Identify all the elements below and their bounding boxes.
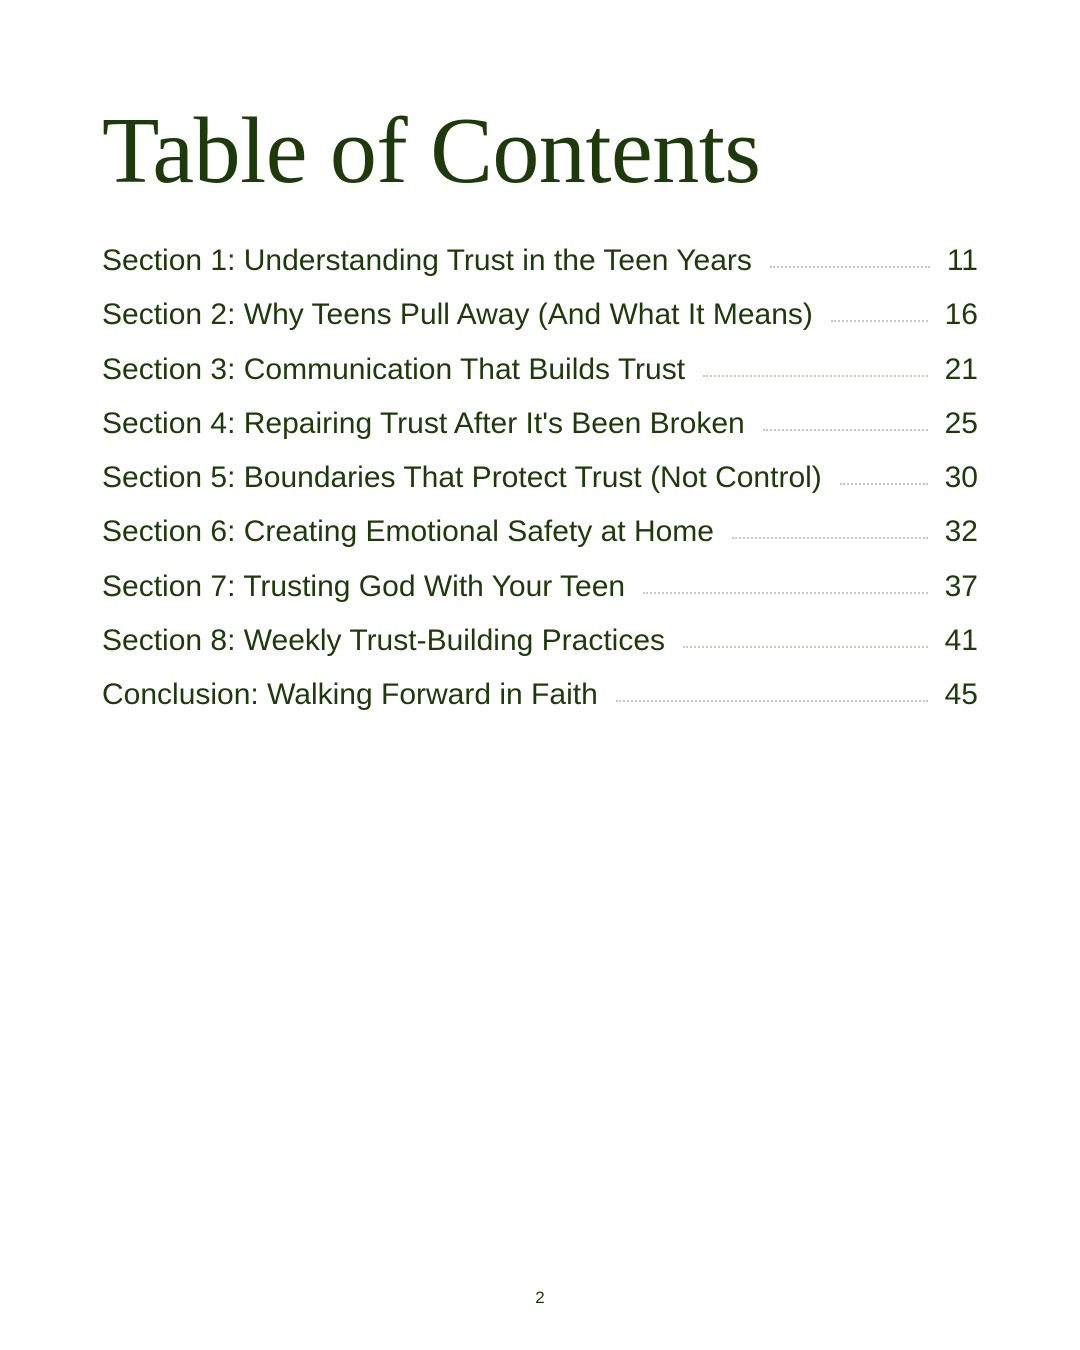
dot-leader [840, 483, 928, 485]
toc-entry[interactable] [102, 614, 978, 668]
toc-entry-label: Section 2: Why Teens Pull Away (And What It Means) [102, 298, 813, 332]
page-title: Table of Contents [102, 99, 761, 203]
dot-leader [831, 320, 928, 322]
toc-entry[interactable] [102, 288, 978, 342]
dot-leader [703, 375, 928, 377]
toc-entry[interactable] [102, 234, 978, 288]
toc-entry[interactable] [102, 397, 978, 451]
toc-entry-page: 25 [944, 406, 978, 440]
toc-entry-page: 37 [944, 569, 978, 603]
toc-entry[interactable] [102, 668, 978, 722]
toc-entry[interactable] [102, 505, 978, 559]
toc-entry-label: Section 1: Understanding Trust in the Teen Years [102, 244, 752, 277]
dot-leader [770, 266, 930, 268]
dot-leader [683, 646, 928, 648]
toc-entry-page: 16 [944, 298, 978, 332]
page-number: 2 [535, 1288, 545, 1307]
toc-entry-label: Section 4: Repairing Trust After It's Been Broken [102, 406, 745, 440]
toc-entry-label: Section 5: Boundaries That Protect Trust (Not Control) [102, 461, 822, 495]
toc-entry-page: 21 [944, 352, 978, 386]
toc-entry-label: Section 8: Weekly Trust-Building Practices [102, 624, 666, 658]
table-of-contents [102, 234, 978, 723]
toc-entry[interactable] [102, 451, 978, 505]
toc-entry[interactable] [102, 343, 978, 397]
toc-entry-page: 45 [944, 678, 978, 712]
toc-entry-label: Conclusion: Walking Forward in Faith [102, 678, 598, 712]
toc-entry-page: 41 [944, 624, 978, 658]
dot-leader [643, 592, 928, 594]
toc-entry-label: Section 3: Communication That Builds Trust [102, 352, 686, 386]
toc-entry-page: 32 [944, 515, 978, 549]
dot-leader [732, 537, 928, 539]
toc-entry-page: 11 [946, 244, 978, 277]
dot-leader [763, 429, 928, 431]
toc-entry-label: Section 6: Creating Emotional Safety at Home [102, 515, 714, 549]
toc-entry[interactable] [102, 560, 978, 614]
toc-entry-label: Section 7: Trusting God With Your Teen [102, 569, 626, 603]
dot-leader [616, 700, 928, 702]
toc-entry-page: 30 [944, 461, 978, 495]
